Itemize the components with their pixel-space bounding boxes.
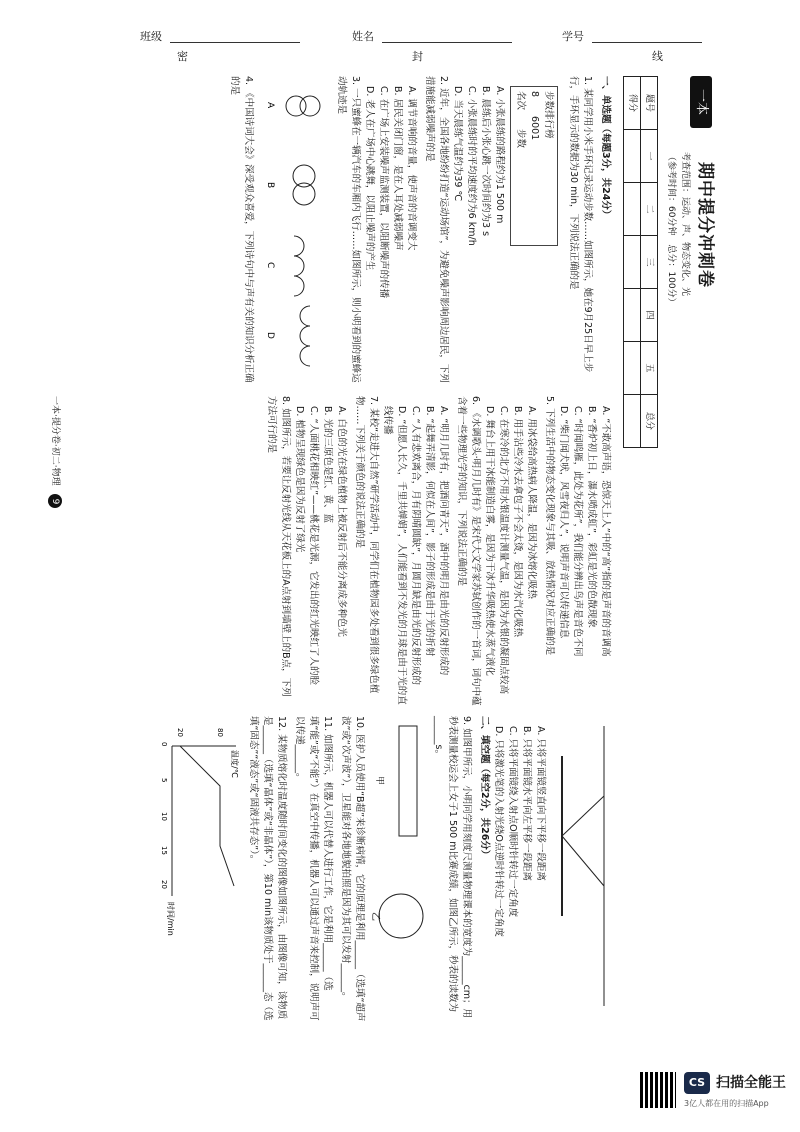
q8-option[interactable]: D. 只将激光笔的入射光绕O点逆时针转过一定角度 (493, 726, 504, 937)
score-table-row (624, 77, 641, 448)
score-header-cell: 题号 (641, 77, 658, 130)
column-2 (260, 396, 612, 706)
seal-mark-1: 密 (177, 50, 188, 63)
step-ranking-box (510, 86, 558, 246)
q7-option[interactable]: D. 植物呈现绿色是因为反射了绿光 (294, 406, 305, 553)
q5-option[interactable]: B. 用手沾些冷水去拿包子不会太烫，是因为水汽化吸热 (512, 406, 523, 638)
graph-x-tick: 10 (160, 812, 168, 821)
reflected-ray (562, 836, 604, 886)
scanner-name: 扫描全能王 (716, 1075, 786, 1091)
q8-option[interactable]: C. 只将平面镜绕入射点O顺时针转过一定角度 (507, 726, 518, 918)
question-3: 3. 一只蜜蜂在一辆汽车的车厢内飞行……如图所示，则小明看到的蜜蜂运动轨迹是 (336, 76, 361, 383)
q5-option[interactable]: D. 舞台上用干冰能制造白雾，是因为干冰升华吸热使水蒸气液化 (484, 406, 495, 676)
exam-sheet-rotated (40, 66, 720, 1050)
q6-option[interactable]: D. “但愿人长久，千里共婵娟”，人们能看到不发光的月球是由于光的直线传播 (382, 406, 407, 705)
score-header-cell: 一 (641, 130, 658, 183)
scanner-tagline: 3亿人都在用的扫描App (684, 1099, 769, 1108)
class-field[interactable] (170, 42, 300, 43)
step-box-title: 步数排行榜 (543, 91, 554, 139)
qr-code-icon (640, 1072, 676, 1108)
q1-option[interactable]: A. 小张晨练的路程约为1 500 m (494, 86, 505, 224)
trajectory-option-c (265, 236, 304, 296)
section-1-heading: 一、单选题（每题3分，共24分） (600, 76, 611, 220)
q2-option[interactable]: B. 居民关闭门窗，是在人耳处减弱噪声 (392, 86, 403, 251)
graph-x-tick: 20 (160, 880, 168, 889)
question-11: 11. 如图所示，机器人可以代替人进行工作，它是利用______（选填“能”或“不能”）在真空中传播，机器人可以通过声音来控制，说明声可以传递______。 (294, 716, 333, 1021)
question-5: 5. 下列生活中的物态变化现象与其吸、放热情况对应正确的是 (544, 396, 555, 656)
score-header-cell: 二 (641, 183, 658, 236)
score-table-header-row (641, 77, 658, 448)
score-header-cell: 四 (641, 289, 658, 342)
question-9: 9. 如图甲所示，小明同学用刻度尺测量物理课本的宽度为______cm；用秒表测量校运会上女子1 500 m比赛成绩，如图乙所示，秒表的读数为______s。 (433, 716, 472, 1019)
score-header-cell: 五 (641, 342, 658, 395)
q1-option[interactable]: C. 小张晨练时的平均速度约为6 km/h (466, 86, 477, 246)
figure-label-jia: 甲 (374, 776, 384, 786)
incident-ray (562, 796, 604, 836)
graph-x-tick: 0 (160, 742, 168, 747)
question-2: 2. 近年，全国各地纷纷打造“运动场馆”，为避免噪声影响周边居民，下列措施能减弱噪声的是 (424, 76, 449, 383)
question-1: 1. 某同学用小米手环记录运动步数……如图所示，她在9月25日早上步行，手环显示的数据为30 min，下列说法正确的是 (568, 76, 593, 373)
exam-badge: 一本 (690, 76, 712, 128)
q2-option[interactable]: D. 老人在广场中心跳舞，以阻止噪声的产生 (364, 86, 375, 271)
exam-sheet (40, 66, 720, 1050)
q6-option[interactable]: C. “人有悲欢离合，月有阴晴圆缺”，月圆月缺是由光的反射形成的 (410, 406, 421, 686)
trajectory-figure (260, 76, 330, 376)
mirror-figure (552, 716, 612, 1016)
graph-y-label: 温度/℃ (230, 750, 239, 778)
q8-option[interactable]: A. 只将平面镜竖直向下平移一段距离 (535, 726, 546, 881)
id-label: 学号 (562, 30, 584, 43)
seal-mark-3: 线 (652, 50, 663, 63)
seal-mark-2: 封 (412, 50, 423, 63)
q8-option[interactable]: B. 只将平面镜水平向左平移一段距离 (521, 726, 532, 882)
ruler-shape (399, 726, 417, 836)
trajectory-label-b: B (265, 182, 275, 189)
student-info-header (0, 22, 800, 66)
q6-option[interactable]: A. “明月几时有，把酒问青天”，酒中的明月是由光的反射形成的 (438, 406, 449, 676)
figure-label-yi: 乙 (370, 912, 380, 922)
score-header-cell: 三 (641, 236, 658, 289)
column-3 (157, 716, 612, 1026)
trajectory-option-b (265, 165, 315, 205)
score-table (623, 76, 658, 448)
q4-option[interactable]: D. “柴门闻犬吠，风雪夜归人”，说明声音可以传递信息 (558, 406, 569, 639)
score-cell[interactable] (624, 183, 641, 236)
q5-option[interactable]: A. 用冰袋给高热病人降温，是因为冰熔化吸热 (526, 406, 537, 599)
page-tag: 一本·提分卷·初二·物理 (50, 396, 60, 486)
trajectory-label-c: C (265, 262, 275, 269)
scanner-watermark (640, 1066, 800, 1116)
question-8: 8. 如图所示，若要让反射光线从天花板上的A点射到墙壁上的B点，下列方法可行的是 (266, 396, 291, 697)
q1-option[interactable]: D. 当天晨练气温约为39 ℃ (452, 86, 463, 202)
melting-graph (162, 716, 242, 1016)
name-field[interactable] (382, 42, 512, 43)
graph-x-tick: 5 (160, 778, 168, 783)
column-1 (223, 76, 612, 386)
trajectory-option-a (265, 96, 320, 116)
step-box-labels: 名次 步数 (515, 91, 526, 149)
name-label: 姓名 (352, 30, 374, 43)
class-label: 班级 (140, 30, 162, 43)
q4-option[interactable]: A. “不敢高声语，恐惊天上人”中的“高”指的是声音的音调高 (600, 406, 611, 657)
q7-option[interactable]: A. 白色的光在绿色植物上被反射后不能分离成多种色光 (336, 406, 347, 637)
ruler-stopwatch-figure (371, 716, 427, 1016)
graph-x-tick: 15 (160, 846, 168, 855)
exam-scope: 考查范围：运动、声、物态变化、光 (680, 152, 690, 297)
q7-option[interactable]: B. 光的三原色是红、黄、蓝 (322, 406, 333, 524)
graph-y-tick: 20 (176, 728, 184, 737)
q7-option[interactable]: C. “人面桃花相映红”——桃花是光源，它发出的红光映红了人的脸 (308, 406, 319, 686)
trajectory-label-d: D (265, 332, 275, 339)
stopwatch-shape (379, 894, 423, 938)
question-10: 10. 医护人员使用“B超”来诊断病情，它的原理是利用______（选填“超声波”或“次声波”），卫星能对各地地貌拍照是因为其可以发射______。 (340, 716, 365, 1022)
q1-option[interactable]: B. 晨练后小张心跳一次时间约为3 s (480, 86, 491, 237)
q2-option[interactable]: C. 在广场上安装噪声监测装置，以阻断噪声的传播 (378, 86, 389, 299)
trajectory-option-d (265, 306, 310, 366)
score-cell[interactable] (624, 395, 641, 448)
question-12: 12. 某物质熔化时温度随时间变化的图像如图所示，由图像可知，该物质是______（选填“晶体”或“非晶体”），第10 min该物质处于______态（选填“固态”“液态”或“固液共存态”）。 (248, 716, 287, 1021)
score-header-cell: 总分 (641, 395, 658, 448)
graph-curve (180, 746, 234, 886)
question-6: 6. 《水调歌头·明月几时有》是宋代大文学家苏轼创作的一首词，词句中蕴含着一些物理光学的知识，下列说法正确的是 (456, 396, 481, 706)
score-cell[interactable] (624, 289, 641, 342)
trajectory-label-a: A (265, 102, 275, 109)
score-row-label: 得分 (624, 77, 641, 130)
question-4: 4. 《中国诗词大会》深受观众喜爱，下列诗句中与声有关的知识分析正确的是 (229, 76, 254, 383)
graph-x-label: 时间/min (166, 902, 175, 936)
id-field[interactable] (592, 42, 702, 43)
question-7: 7. 某校“走进大自然”研学活动中，同学们在植物园多处看到很多绿色植物……下列关于颜色的说法正确的是 (354, 396, 379, 694)
page-number: 9 (48, 494, 62, 508)
score-cell[interactable] (624, 130, 641, 183)
q5-option[interactable]: C. 在寒冷的北方不用水银温度计测量气温，是因为水银的凝固点较高 (498, 406, 509, 695)
section-2-heading: 二、填空题（每空2分，共26分） (479, 716, 490, 860)
q4-option[interactable]: C. “时闻鸣雁，此处为花所”，我们能分辨出鸟声是音色不同 (572, 406, 583, 657)
q6-option[interactable]: B. “起舞弄清影，何似在人间”，影子的形成是由于光的折射 (424, 406, 435, 657)
graph-y-tick: 80 (216, 728, 224, 737)
scanner-logo: CS (684, 1072, 710, 1094)
exam-meta: （参考时间：60分钟 总分：100分） (666, 152, 676, 307)
q2-option[interactable]: A. 调节音响的音量，使声音的音调变大 (406, 86, 417, 251)
q4-option[interactable]: B. “香炉初上日，瀑水喷成虹”，彩虹是光的色散现象 (586, 406, 597, 628)
step-box-values: 8 6001 (529, 91, 540, 141)
score-cell[interactable] (624, 236, 641, 289)
exam-title: 期中提分冲刺卷 (695, 162, 715, 288)
page-footer (48, 396, 62, 508)
score-cell[interactable] (624, 342, 641, 395)
